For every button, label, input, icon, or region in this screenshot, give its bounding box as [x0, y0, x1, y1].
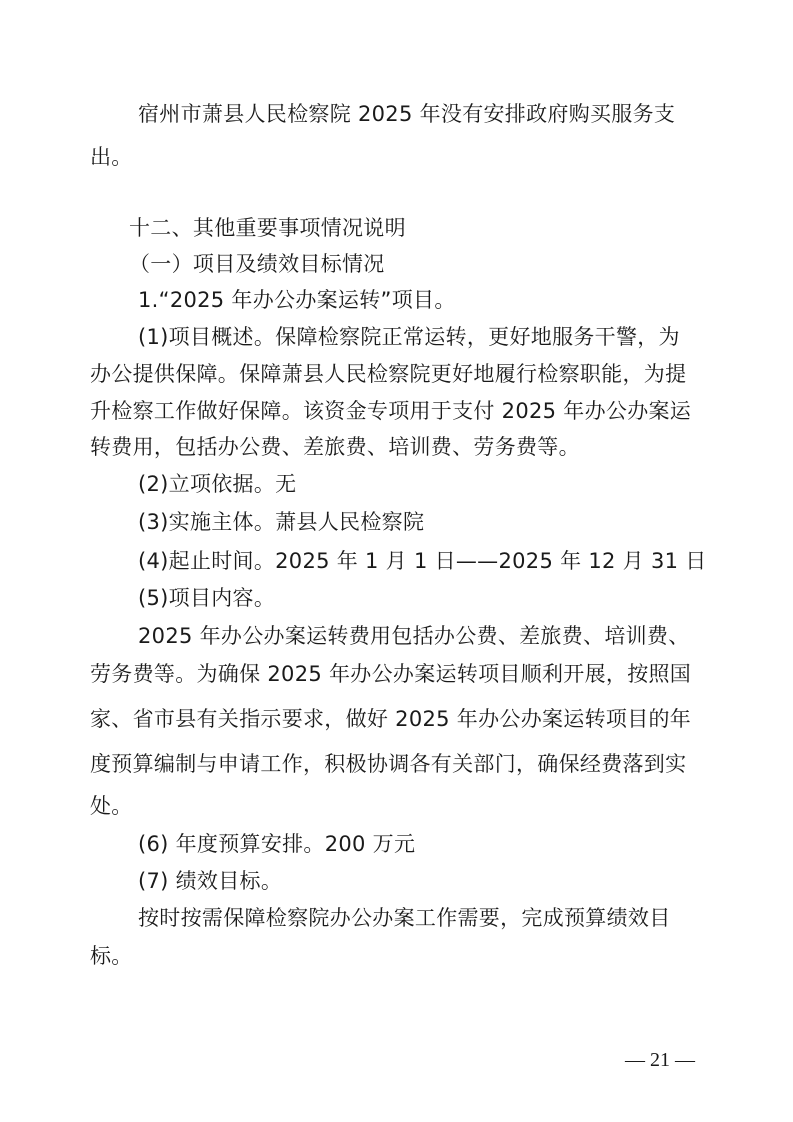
item4-period: (4)起止时间。2025 年 1 月 1 日——2025 年 12 月 31 日	[138, 549, 707, 573]
project-title: 1.“2025 年办公办案运转”项目。	[138, 288, 456, 312]
item6-budget: (6) 年度预算安排。200 万元	[138, 832, 416, 856]
content-line-5: 处。	[90, 794, 133, 818]
item1-line-1: (1)项目概述。保障检察院正常运转，更好地服务干警，为	[138, 325, 680, 349]
item7-goal: (7) 绩效目标。	[138, 869, 283, 893]
item1-line-3: 升检察工作做好保障。该资金专项用于支付 2025 年办公办案运	[90, 399, 692, 423]
item1-line-2: 办公提供保障。保障萧县人民检察院更好地履行检察职能，为提	[90, 362, 687, 386]
content-line-2: 劳务费等。为确保 2025 年办公办案运转项目顺利开展，按照国	[90, 662, 692, 686]
goal-line-1: 按时按需保障检察院办公办案工作需要，完成预算绩效目	[138, 906, 671, 930]
goal-line-2: 标。	[90, 944, 133, 968]
intro-line-2: 出。	[90, 145, 133, 169]
item5-content: (5)项目内容。	[138, 586, 276, 610]
page-number: — 21 —	[625, 1049, 695, 1071]
content-line-3: 家、省市县有关指示要求，做好 2025 年办公办案运转项目的年	[90, 707, 692, 731]
item3-entity: (3)实施主体。萧县人民检察院	[138, 510, 425, 534]
intro-line-1: 宿州市萧县人民检察院 2025 年没有安排政府购买服务支	[138, 102, 676, 126]
content-line-4: 度预算编制与申请工作，积极协调各有关部门，确保经费落到实	[90, 752, 687, 776]
item2-basis: (2)立项依据。无	[138, 472, 297, 496]
section-heading: 十二、其他重要事项情况说明	[129, 216, 406, 240]
content-line-1: 2025 年办公办案运转费用包括办公费、差旅费、培训费、	[138, 624, 690, 648]
item1-line-4: 转费用，包括办公费、差旅费、培训费、劳务费等。	[90, 435, 580, 459]
subsection-heading: （一）项目及绩效目标情况	[129, 252, 385, 276]
